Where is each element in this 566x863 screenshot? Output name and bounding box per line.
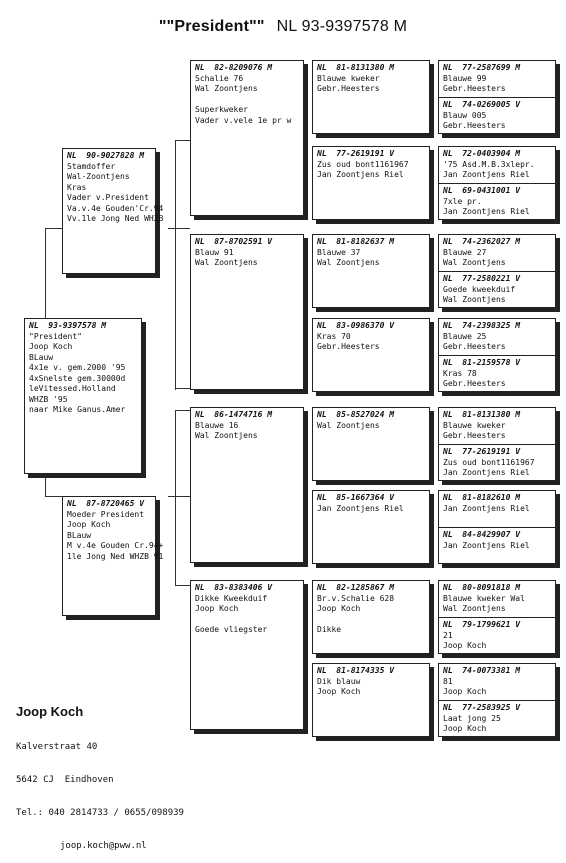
great-grandparent-card-ring: NL 77-2619191 V	[317, 149, 395, 158]
great-grandparent-card-line: Blauwe 37	[317, 247, 361, 257]
connector-line	[175, 585, 190, 586]
ancestor-pair-card-sire-line: '75 Asd.M.B.3xlepr.	[443, 159, 535, 169]
ancestor-pair-card-dam	[439, 184, 555, 220]
ancestor-pair-card-dam-line: Blauw 005	[443, 110, 487, 120]
great-grandparent-card-ring: NL 81-8131380 M	[317, 63, 395, 72]
ancestor-pair-card	[438, 318, 556, 392]
ancestor-pair-card-dam	[439, 356, 555, 392]
ancestor-pair-card-dam-line: Jan Zoontjens Riel	[443, 540, 530, 550]
ancestor-pair-card-sire-line: Blauwe kweker Wal	[443, 593, 525, 603]
ancestor-pair-card-sire	[439, 235, 555, 271]
grandparent-card-line	[195, 615, 299, 626]
connector-line	[175, 388, 190, 389]
father-card-line: Va.v.4e Gouden'Cr.94	[67, 203, 164, 213]
father-card-ring: NL 90-9027828 M	[67, 151, 145, 160]
breeder-city: 5642 CJ Eindhoven	[16, 775, 114, 785]
ancestor-pair-card-sire-ring: NL 81-8182610 M	[443, 493, 521, 502]
connector-line	[175, 140, 176, 390]
breeder-contact	[16, 682, 184, 863]
connector-line	[45, 228, 46, 320]
great-grandparent-card	[312, 407, 430, 481]
ancestor-pair-card-sire	[439, 664, 555, 700]
father-card	[62, 148, 164, 274]
ancestor-pair-card-sire-line: Blauwe kweker	[443, 420, 506, 430]
ancestor-pair-card	[438, 146, 556, 220]
great-grandparent-card-ring: NL 81-8174335 V	[317, 666, 395, 675]
ancestor-pair-card-dam	[439, 618, 555, 654]
ancestor-pair-card	[438, 580, 556, 654]
ancestor-pair-card	[438, 60, 556, 134]
ancestor-pair-card-dam-line: Gebr.Heesters	[443, 121, 506, 130]
ancestor-pair-card-dam-line: Jan Zoontjens Riel	[443, 207, 530, 216]
ancestor-pair-card-sire	[439, 319, 555, 355]
grandparent-card	[190, 234, 304, 390]
ancestor-pair-card-sire-line: Blauwe 25	[443, 331, 487, 341]
ancestor-pair-card-dam-line: 21	[443, 630, 453, 640]
subject-card-line: BLauw	[29, 352, 54, 362]
grandparent-card-line: Vader v.vele 1e pr w	[195, 115, 292, 125]
ancestor-pair-card-dam-line: Joop Koch	[443, 724, 487, 733]
ancestor-pair-card-sire-line: 81	[443, 676, 453, 686]
great-grandparent-card-ring: NL 81-8182637 M	[317, 237, 395, 246]
ancestor-pair-card-dam	[439, 701, 555, 737]
great-grandparent-card-line: Dikke	[317, 625, 342, 634]
ancestor-pair-card-sire-line: Gebr.Heesters	[443, 84, 506, 93]
ancestor-pair-card-sire-line: Jan Zoontjens Riel	[443, 503, 530, 513]
ancestor-pair-card-sire-line: Joop Koch	[443, 687, 487, 696]
ancestor-pair-card-dam-ring: NL 69-0431001 V	[443, 186, 521, 195]
grandparent-card-line: Blauw 91	[195, 247, 234, 257]
father-card-line: Wal-Zoontjens	[67, 172, 130, 181]
breeder-street: Kalverstraat 40	[16, 742, 98, 752]
ancestor-pair-card-sire	[439, 581, 555, 617]
ancestor-pair-card-dam	[439, 272, 555, 308]
grandparent-card-line: Dikke Kweekduif	[195, 593, 268, 603]
father-card-line: Vader v.President	[67, 193, 149, 202]
grandparent-card-line: Superkweker	[195, 105, 248, 114]
ancestor-pair-card-dam	[439, 98, 555, 134]
connector-line	[175, 410, 176, 585]
ancestor-pair-card-dam-line: 7xle pr.	[443, 196, 482, 206]
great-grandparent-card-line	[317, 615, 425, 626]
ancestor-pair-card-sire-ring: NL 77-2587699 M	[443, 63, 521, 72]
ancestor-pair-card-sire-ring: NL 74-2398325 M	[443, 321, 521, 330]
grandparent-card-line: Joop Koch	[195, 604, 239, 613]
great-grandparent-card-line: Jan Zoontjens Riel	[317, 170, 404, 179]
ancestor-pair-card-dam-ring: NL 84-8429907 V	[443, 530, 521, 539]
breeder-phone: Tel.: 040 2814733 / 0655/098939	[16, 808, 184, 818]
subject-card-line: leVitessed.Holland	[29, 384, 116, 393]
great-grandparent-card	[312, 318, 430, 392]
father-card-line: Kras	[67, 182, 87, 192]
ancestor-pair-card-dam-ring: NL 77-2583925 V	[443, 703, 521, 712]
great-grandparent-card-line: Wal Zoontjens	[317, 258, 380, 267]
father-card-line: Stamdoffer	[67, 161, 116, 171]
great-grandparent-card-line: Gebr.Heesters	[317, 342, 380, 351]
ancestor-pair-card-sire-ring: NL 81-8131380 M	[443, 410, 521, 419]
great-grandparent-card-ring: NL 85-8527024 M	[317, 410, 395, 419]
grandparent-card-line: Goede vliegster	[195, 625, 268, 634]
grandparent-card	[190, 407, 304, 563]
ancestor-pair-card-dam-ring: NL 77-2580221 V	[443, 274, 521, 283]
subject-card-ring: NL 93-9397578 M	[29, 321, 107, 330]
great-grandparent-card-line: Joop Koch	[317, 604, 361, 613]
great-grandparent-card-ring: NL 85-1667364 V	[317, 493, 395, 502]
subject-card-line: 4x1e v. gem.2000 '95	[29, 363, 126, 372]
subject-card-line: naar Mike Ganus.Amer	[29, 405, 126, 414]
mother-card-ring: NL 87-8720465 V	[67, 499, 145, 508]
connector-line	[168, 228, 190, 229]
page-title	[0, 18, 566, 36]
ancestor-pair-card-sire-line: Blauwe 27	[443, 247, 487, 257]
ancestor-pair-card-sire-line: Gebr.Heesters	[443, 342, 506, 351]
great-grandparent-card-line: Blauwe kweker	[317, 73, 380, 83]
great-grandparent-card-line: Gebr.Heesters	[317, 84, 380, 93]
great-grandparent-card	[312, 234, 430, 308]
ancestor-pair-card-dam-ring: NL 74-0269005 V	[443, 100, 521, 109]
mother-card-line: M v.4e Gouden Cr.94+	[67, 541, 164, 550]
grandparent-card-line: Wal Zoontjens	[195, 84, 258, 93]
ancestor-pair-card-dam-line: Jan Zoontjens Riel	[443, 468, 530, 477]
mother-card-line: Moeder President	[67, 509, 145, 519]
great-grandparent-card-ring: NL 82-1285867 M	[317, 583, 395, 592]
great-grandparent-card	[312, 663, 430, 737]
ancestor-pair-card-dam-ring: NL 79-1799621 V	[443, 620, 521, 629]
great-grandparent-card-line: Dik blauw	[317, 676, 361, 686]
ancestor-pair-card-sire-line: Jan Zoontjens Riel	[443, 170, 530, 179]
great-grandparent-card	[312, 60, 430, 134]
great-grandparent-card-line: Kras 70	[317, 331, 351, 341]
great-grandparent-card-ring: NL 83-0986370 V	[317, 321, 395, 330]
grandparent-card-line: Blauwe 16	[195, 420, 239, 430]
ancestor-pair-card-sire-ring: NL 72-0403904 M	[443, 149, 521, 158]
title-ring: NL 93-9397578 M	[276, 18, 408, 35]
ancestor-pair-card	[438, 490, 556, 564]
ancestor-pair-card-sire	[439, 408, 555, 444]
ancestor-pair-card-dam-line: Kras 78	[443, 368, 477, 378]
subject-card-line: WHZB '95	[29, 394, 68, 404]
ancestor-pair-card-sire-ring: NL 74-0073381 M	[443, 666, 521, 675]
subject-card-line: Joop Koch	[29, 342, 73, 351]
ancestor-pair-card	[438, 407, 556, 481]
ancestor-pair-card	[438, 234, 556, 308]
ancestor-pair-card-dam-line: Zus oud bont1161967	[443, 457, 535, 467]
ancestor-pair-card-sire-line: Wal Zoontjens	[443, 258, 506, 267]
ancestor-pair-card-sire-ring: NL 80-8091818 M	[443, 583, 521, 592]
ancestor-pair-card-dam-ring: NL 77-2619191 V	[443, 447, 521, 456]
ancestor-pair-card-sire	[439, 147, 555, 183]
ancestor-pair-card-sire	[439, 61, 555, 97]
great-grandparent-card	[312, 490, 430, 564]
connector-line	[45, 474, 46, 496]
grandparent-card	[190, 60, 304, 216]
subject-card	[24, 318, 142, 474]
great-grandparent-card-line: Jan Zoontjens Riel	[317, 503, 404, 513]
mother-card-line: 1le Jong Ned WHZB 91	[67, 551, 164, 561]
great-grandparent-card-line: Br.v.Schalie 628	[317, 593, 395, 603]
ancestor-pair-card-dam-line: Laat jong 25	[443, 713, 501, 723]
ancestor-pair-card-dam	[439, 445, 555, 481]
ancestor-pair-card-sire-line: Wal Zoontjens	[443, 604, 506, 613]
subject-card-line: 4xSnelste gem.30000d	[29, 373, 126, 383]
connector-line	[175, 140, 190, 141]
grandparent-card	[190, 580, 304, 730]
ancestor-pair-card	[438, 663, 556, 737]
connector-line	[175, 410, 190, 411]
mother-card-line: BLauw	[67, 530, 92, 540]
ancestor-pair-card-dam-ring: NL 81-2159578 V	[443, 358, 521, 367]
grandparent-card-ring: NL 83-8383406 V	[195, 583, 273, 592]
ancestor-pair-card-dam-line: Goede kweekduif	[443, 284, 516, 294]
breeder-name: Joop Koch	[16, 704, 84, 719]
ancestor-pair-card-dam-line: Gebr.Heesters	[443, 379, 506, 388]
ancestor-pair-card-dam-line: Joop Koch	[443, 641, 487, 650]
connector-line	[168, 496, 190, 497]
great-grandparent-card	[312, 146, 430, 220]
grandparent-card-ring: NL 86-1474716 M	[195, 410, 273, 419]
subject-card-line: "President"	[29, 331, 82, 341]
great-grandparent-card-line: Zus oud bont1161967	[317, 159, 409, 169]
ancestor-pair-card-sire	[439, 491, 555, 527]
grandparent-card-line: Wal Zoontjens	[195, 431, 258, 440]
ancestor-pair-card-dam-line: Wal Zoontjens	[443, 295, 506, 304]
father-card-line: Vv.1le Jong Ned WHZB	[67, 214, 164, 223]
ancestor-pair-card-dam	[439, 528, 555, 564]
title-name: ""President""	[158, 18, 265, 35]
great-grandparent-card-line: Wal Zoontjens	[317, 420, 380, 430]
breeder-email[interactable]: joop.koch@pww.nl	[60, 841, 147, 851]
grandparent-card-line	[195, 95, 299, 106]
ancestor-pair-card-sire-line: Gebr.Heesters	[443, 431, 506, 440]
mother-card-line: Joop Koch	[67, 520, 111, 529]
ancestor-pair-card-sire-line: Blauwe 99	[443, 73, 487, 83]
great-grandparent-card	[312, 580, 430, 654]
great-grandparent-card-line: Joop Koch	[317, 687, 361, 696]
ancestor-pair-card-sire-ring: NL 74-2362027 M	[443, 237, 521, 246]
mother-card	[62, 496, 164, 616]
grandparent-card-ring: NL 82-8209076 M	[195, 63, 273, 72]
grandparent-card-line: Wal Zoontjens	[195, 258, 258, 267]
grandparent-card-ring: NL 87-8702591 V	[195, 237, 273, 246]
grandparent-card-line: Schalie 76	[195, 73, 244, 83]
